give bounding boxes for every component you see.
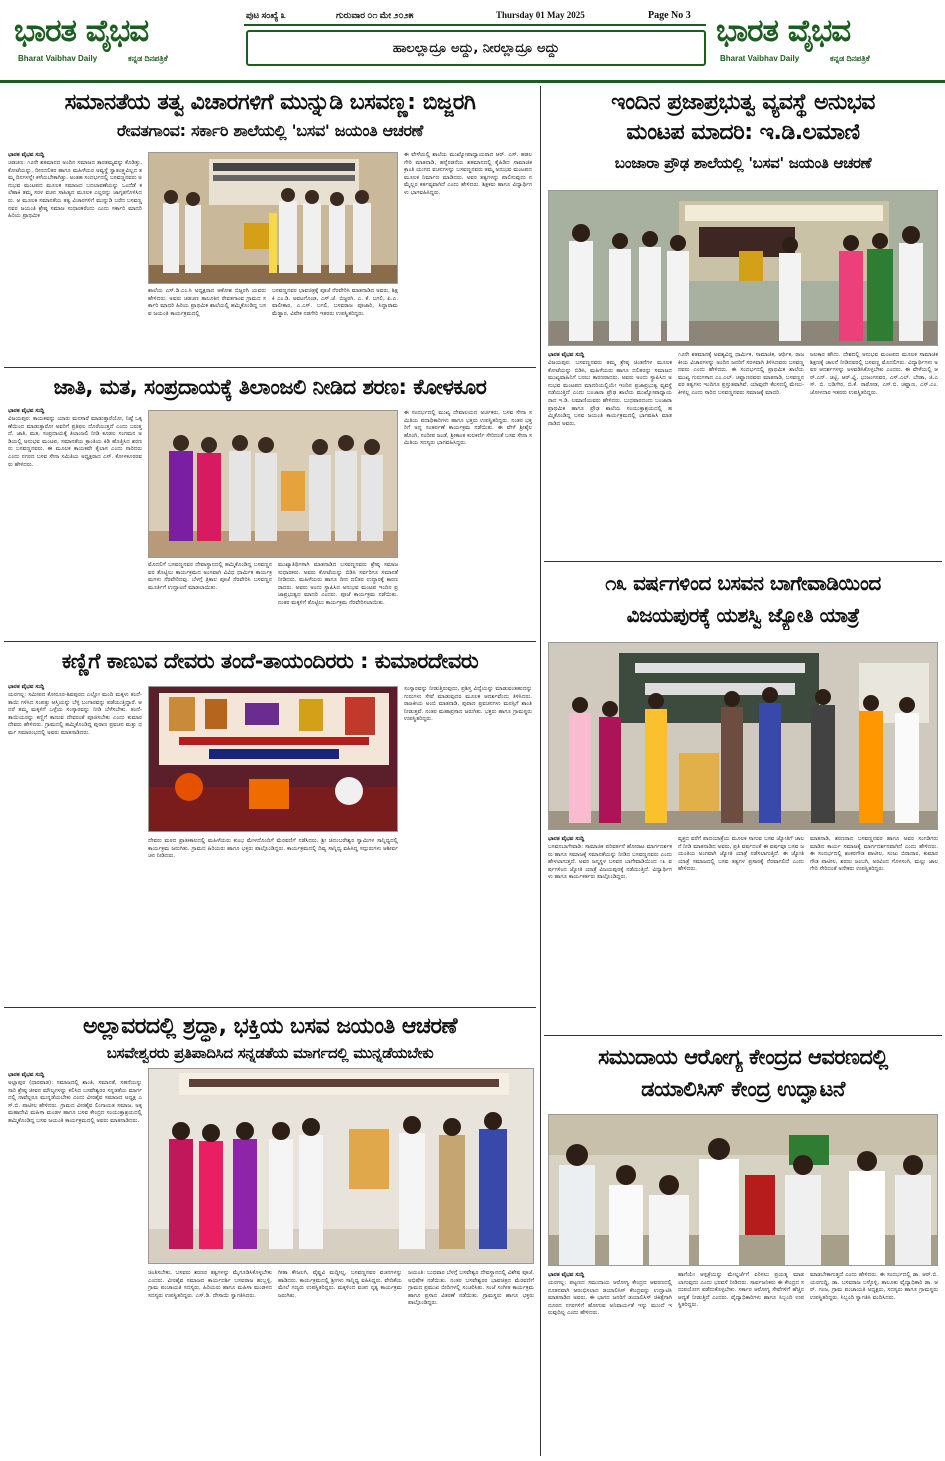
article-5-col1: ಯರಗಲ್ಲ: ಸಮೀಪದ ಕೋರೂರ-ಶಿವಪುರದ ಎಲ್ಲೋ ಮಂದಿ ಮಕ್ಕಳು ತಂದೆ-ತಾಯಿ ಗಳಿಸಿದ ಸಂಪತ್ತು ಆಸ್ತಿಯನ್ನು ಬೆಳ್ಳಿ ಬಂಗಾರವನ್ನು ಪಡೆಯುತ್ತಿದ್ದಾರೆ. ಆದರೆ ತಮ್ಮ ಮಕ್ಕಳಿಗೆ ಒಳ್ಳೆಯ ಸಂಸ್ಕಾರವನ್ನು ನೀಡಿ ಬೆಳೆಸಬೇಕು. ತಂದೆ-ತಾಯಿಯರನ್ನು ಕಣ್ಣಿಗೆ ಕಾಣುವ ದೇವರಂತೆ ಪೂಜಿಸಬೇಕು ಎಂದು ಕುಮಾರದೇವರು ಹೇಳಿದರು. ಗ್ರಾಮದಲ್ಲಿ ಹಮ್ಮಿಕೊಂಡಿದ್ದ ಪುರಾಣ ಪ್ರವಚನ ಮತ್ತು ಧರ್ಮ ಸಮಾರಂಭದಲ್ಲಿ ಅವರು ಮಾತನಾಡಿದರು. — [8, 692, 142, 736]
article-7-headline-line2: ಡಯಾಲಿಸಿಸ್ ಕೇಂದ್ರ ಉದ್ಘಾಟನೆ — [641, 1077, 845, 1101]
divider-3 — [4, 641, 536, 642]
date-english: Thursday 01 May 2025 — [496, 10, 585, 20]
article-1-byline: ಭಾರತ ವೈಭವ ಸುದ್ದಿ — [8, 152, 45, 158]
article-4-headline: ೧೩ ವರ್ಷಗಳಿಂದ ಬಸವನ ಬಾಗೇವಾಡಿಯಿಂದ — [605, 571, 881, 595]
article-2-headline: ಇಂದಿನ ಪ್ರಜಾಪ್ರಭುತ್ವ ವ್ಯವಸ್ಥೆ ಅನುಭವ — [611, 90, 875, 115]
article-7-headline: ಸಮುದಾಯ ಆರೋಗ್ಯ ಕೇಂದ್ರದ ಆವರಣದಲ್ಲಿ — [598, 1045, 888, 1069]
article-4-photo-image — [549, 643, 938, 830]
article-kolakur — [0, 370, 538, 640]
article-2-col3: ಜಲಕಾರ ಹೌದು. ದೇಶದಲ್ಲಿ ಅನುಭವ ಮಂಟಪದ ಮೂಲಕ ಸಾಮಾಜಿಕ ಶಿಕ್ಷಣಕ್ಕೆ ಚಾಲನೆ ನೀಡಿದವರಲ್ಲಿ ಬಸವಣ್ಣ ಮೊದಲಿಗರು. ವಿದ್ಯಾರ್ಥಿಗಳು ಅವರ ಆದರ್ಶಗಳನ್ನು ಅಳವಡಿಸಿಕೊಳ್ಳಬೇಕು ಎಂದರು. ಈ ವೇಳೆಯಲ್ಲಿ ಆರ್.ಎನ್. ಚಟ್ಟಿ, ಆರ್.ವ್ಹಿ. ಭುಜಂಗನವರ, ಎಸ್.ಎಲ್. ಬೇಡಾ, ಜಿ.ಎಸ್. ಬಿ. ಬಡಿಗೇರ, ಬಿ.ಕೆ. ರಾಠೋಡ, ಎಸ್.ಬಿ. ಚವ್ಹಾಣ, ಎಸ್.ಎಂ. ಜೋಳದಾರ ಇತರರು ಉಪಸ್ಥಿತರಿದ್ದರು. — [810, 352, 938, 396]
article-7-col3: ಮಾಡಬೇಕಾಗುತ್ತದೆ ಎಂದು ಹೇಳಿದರು. ಈ ಸಂದರ್ಭದಲ್ಲಿ ಡಾ. ಆರ್.ಬಿ. ಯರಗುದ್ದಿ, ಡಾ. ಬಸವರಾಜ ಬಳ್ಳೊಳ್ಳಿ, ತಾಲೂಕು ವೈದ್ಯಾಧಿಕಾರಿ ಡಾ. ಆರ್. ಗಂಜ, ಗ್ರಾಮ ಪಂಚಾಯತಿ ಅಧ್ಯಕ್ಷರು, ಸದಸ್ಯರು ಹಾಗೂ ಗ್ರಾಮಸ್ಥರು ಉಪಸ್ಥಿತರಿದ್ದರು. ಸಿಬ್ಬಂದಿ ಸ್ವಾಗತಿಸಿ ವಂದಿಸಿದರು. — [810, 1272, 938, 1301]
article-kumaradevaru — [0, 644, 538, 1006]
article-basavanna-equality — [0, 84, 538, 367]
masthead-bottom-rule — [0, 80, 945, 83]
article-5-photo-image — [149, 687, 398, 832]
article-allavara-basava-jayanti — [0, 1010, 538, 1458]
article-6-col1: ಅಲ್ಲಾಪುರ (ಧಾರವಾಡ): ಸಮಾಜದಲ್ಲಿ ಶಾಂತಿ, ಸಮಾನತೆ, ಸಹನೆಯನ್ನು ಸಾರಿ ಶ್ರೇಷ್ಠ ಜೀವನ ಮೌಲ್ಯಗಳನ್ನು ಕಲಿಸಿದ ಬಸವೇಶ್ವರರ ಸನ್ನಡತೆಯ ಮಾರ್ಗದಲ್ಲಿ ನಾವೆಲ್ಲರೂ ಮುನ್ನಡೆಯಬೇಕು ಎಂದು ವೀರಶೈವ ಸಮಾಜದ ಅಧ್ಯಕ್ಷ ಎಸ್.ಬಿ. ಪಾಟೀಲ ಹೇಳಿದರು. ಗ್ರಾಮದ ವೀರಶೈವ ಲಿಂಗಾಯತ ಸಮಾಜ, ಅಕ್ಕ ಮಹಾದೇವಿ ಮಹಿಳಾ ಮಂಡಳ ಹಾಗೂ ಬಸವ ಕೇಂದ್ರದ ಸಂಯುಕ್ತಾಶ್ರಯದಲ್ಲಿ ಹಮ್ಮಿಕೊಂಡಿದ್ದ ಬಸವ ಜಯಂತಿ ಕಾರ್ಯಕ್ರಮದಲ್ಲಿ ಅವರು ಮಾತನಾಡಿದರು. — [8, 1080, 142, 1124]
article-1-photo-image — [149, 153, 398, 284]
meta-rule — [244, 24, 706, 26]
article-3-photo-image — [149, 411, 398, 558]
article-1-col1: ಚಡಚಣ: ೧೨ನೇ ಶತಮಾನದ ಅಂದಿನ ಸಮಾಜದ ತಾರತಮ್ಯವನ್ನು ಕೊಡಿತ್ತು, ಕೋಟೆಯನ್ನು, ದೀನದಲಿತರ ಹಾಗೂ ಮಹಿಳೆಯರ ಅವ್ವಸ್ಥೆ ಸ್ವಾತಂತ್ರ್ಯವಿಲ್ಲದ ತಮ್ಮ ದಿನಗಳನ್ನೇ ಕಳೆಯಬೇಕಾಗಿತ್ತು. ಅಂತಹ ಸಂದರ್ಭದಲ್ಲಿ ಬಸವಣ್ಣನವರು ಅನುಭವ ಮಂಟಪದ ಮೂಲಕ ಸಮಾಜದ ಬದಲಾವಣೆಯನ್ನು ಒಂದೆಡೆ ಕಲೆಹಾಕಿ ತಮ್ಮ ಸರಳ ವಚನ ಸಾಹಿತ್ಯದ ಮೂಲಕ ಎಲ್ಲರನ್ನು ಜಾಗೃತಗೊಳಿಸಿದರು. ಆ ಮೂಲಕ ಸಮಾನತೆಯ ತತ್ವ ವಿಚಾರಗಳಿಗೆ ಮುನ್ನುಡಿ ಬರೆದ ಬಸವಣ್ಣನವರ ಜಯಂತಿ ಶ್ರೇಷ್ಠ ಸಮಾಜ ಸುಧಾರಕರೆಂದು ಎಂದು ಸರ್ಕಾರಿ ಮಾದರಿ ಹಿರಿಯ ಪ್ರಾಥಮಿಕ — [8, 160, 142, 220]
article-7-photo-image — [549, 1115, 938, 1266]
divider-1 — [4, 367, 536, 368]
article-7-col1: ಯರಗಲ್ಲ: ಪಟ್ಟಣದ ಸಮುದಾಯ ಆರೋಗ್ಯ ಕೇಂದ್ರದ ಆವರಣದಲ್ಲಿ ನೂತನವಾಗಿ ಆರಂಭಿಸಲಾದ ಡಯಾಲಿಸಿಸ್ ಕೇಂದ್ರವನ್ನು ಉದ್ಘಾಟಿಸಿ ಮಾತನಾಡಿದ ಅವರು, ಈ ಭಾಗದ ಜನರಿಗೆ ಡಯಾಲಿಸಿಸ್ ಚಿಕಿತ್ಸೆಗಾಗಿ ದೂರದ ನಗರಗಳಿಗೆ ಹೋಗುವ ಅನಿವಾರ್ಯತೆ ಇನ್ನು ಮುಂದೆ ಇರುವುದಿಲ್ಲ ಎಂದು ಹೇಳಿದರು. — [548, 1280, 672, 1317]
masthead-title-left: ಭಾರತ ವೈಭವ — [14, 13, 149, 49]
article-5-photo — [148, 686, 398, 832]
article-1-col3: ಬಸವಣ್ಣನವರ ಭಾವಚಿತ್ರಕ್ಕೆ ಪೂಜೆ ನೆರವೇರಿಸಿ ಮಾತನಾಡಿದ ಅವರು, ಶಿಕ್ಷಕಿ ಎಂ.ಡಿ. ಅವಟಗೊಂಡ, ಎಸ್.ಜೆ. ಬಿಜ್ಜರಗಿ, ಎ. ಕೆ. ಬಗಲಿ, ಪಿ.ಎ. ವಾಲೀಕಾರ, ಎ.ಎಸ್. ಬಗಲಿ, ಬಸವರಾಜ ಪೂಜಾರಿ, ಸಿದ್ದಾರಾಮ ಮೆಡ್ಡಾರ, ವಿವೇಕ ನಡಗೇರಿ ಇತರರು ಉಪಸ್ಥಿತರಿದ್ದರು. — [272, 288, 398, 317]
date-kannada: ಗುರುವಾರ ೦೧ ಮೇ ೨೦೨೫ — [336, 10, 414, 20]
masthead-subtitle-en-left: Bharat Vaibhav Daily — [18, 54, 98, 63]
article-2-byline: ಭಾರತ ವೈಭವ ಸುದ್ದಿ — [548, 352, 585, 358]
masthead-subtitle-kn-left: ಕನ್ನಡ ದಿನಪತ್ರಿಕೆ — [128, 54, 168, 63]
article-ed-lamani — [542, 84, 945, 560]
article-1-subhead: ರೇವತಗಾಂವ: ಸರ್ಕಾರಿ ಶಾಲೆಯಲ್ಲಿ 'ಬಸವ' ಜಯಂತಿ ಆಚರಣೆ — [116, 121, 424, 140]
article-1-col2: ಶಾಲೆಯ ಎಸ್.ಡಿ.ಎಂ.ಸಿ ಅಧ್ಯಕ್ಷರಾದ ಆಕೋಶ ಬಿಜ್ಜರಗಿ ಯವರು ಹೇಳಿದರು. ಅವರು ಚಡಚಣ ತಾಲೂಕಿನ ರೇವತಗಾಂವ ಗ್ರಾಮದ ಸರ್ಕಾರಿ ಮಾದರಿ ಹಿರಿಯ ಪ್ರಾಥಮಿಕ ಶಾಲೆಯಲ್ಲಿ ಹಮ್ಮಿಕೊಂಡಿದ್ದ ಬಸವ ಜಯಂತಿ ಕಾರ್ಯಕ್ರಮದಲ್ಲಿ — [148, 288, 266, 317]
article-2-col1: ವಿಜಯಪುರ: ಬಸವಣ್ಣನವರು ತಮ್ಮ ಶ್ರೇಷ್ಠ ಚಿಂತನೆಗಳ ಮೂಲಕ ಕೋಟೆಯನ್ನು ಬಿಡಿಸಿ, ಮಹಿಳೆಯರು ಹಾಗೂ ದಲಿತರನ್ನು ಸಮಾಜದ ಮುಖ್ಯವಾಹಿನಿಗೆ ಬರಲು ಕಾರಣರಾದರು. ಅವರು ಅಂದು ಸ್ಥಾಪಿಸಿದ ಅನುಭವ ಮಂಟಪದ ಮಾದರಿಯಲ್ಲಿಯೇ ಇಂದಿನ ಪ್ರಜಾಪ್ರಭುತ್ವ ವ್ಯವಸ್ಥೆ ನಡೆಯುತ್ತಿದೆ ಎಂದು ಬಂಜಾರಾ ಪ್ರೌಢ ಶಾಲೆಯ ಮುಖ್ಯೋಪಾಧ್ಯಾಯರಾದ ಇ.ಡಿ. ಲಮಾಣಿಯವರು ಹೇಳಿದರು. ಬುಧವಾರದಂದು ಬಂಜಾರಾ ಪ್ರಾಥಮಿಕ ಹಾಗೂ ಪ್ರೌಢ ಶಾಲೆಯ ಸಂಯುಕ್ತಾಶ್ರಯದಲ್ಲಿ ಹಮ್ಮಿಕೊಂಡಿದ್ದ ಬಸವ ಜಯಂತಿ ಕಾರ್ಯಕ್ರಮದಲ್ಲಿ ಭಾಗವಹಿಸಿ ಮಾತನಾಡಿದ ಅವರು, — [548, 360, 672, 427]
article-1-headline: ಸಮಾನತೆಯ ತತ್ವ ವಿಚಾರಗಳಿಗೆ ಮುನ್ನುಡಿ ಬಸವಣ್ಣ: ಬಿಜ್ಜರಗಿ — [64, 90, 476, 115]
article-6-photo-image — [149, 1069, 534, 1264]
article-7-byline: ಭಾರತ ವೈಭವ ಸುದ್ದಿ — [548, 1272, 585, 1278]
article-3-col3: ಮುಖ್ಯಾತಿಥಿಗಳಾಗಿ ಮಾತನಾಡಿದ ಬಸವಣ್ಣನವರು ಶ್ರೇಷ್ಠ ಸಮಾಜ ಸುಧಾರಕರು. ಅವರು ಕೋಟೆಯನ್ನು ಬಿಡಿಸಿ ಸರ್ವರಿಗೂ ಸಮಾನತೆ ನೀಡಿದರು. ಮಹಿಳೆಯರು ಹಾಗೂ ದೀನ ದಲಿತರ ಉದ್ಧಾರಕ್ಕೆ ಕಾರಣರಾದರು. ಅವರು ಅಂದು ಸ್ಥಾಪಿಸಿದ ಅನುಭವ ಮಂಟಪ ಇಂದಿನ ಪ್ರಜಾಪ್ರಭುತ್ವದ ಮಾದರಿ ಎಂದರು. ಪೂಜೆ ಕಾರ್ಯಕ್ರಮ ನಡೆಯಿತು. ನಂತರ ಮಕ್ಕಳಿಗೆ ತೊಟ್ಟಿಲು ಕಾರ್ಯಕ್ರಮ ನೆರವೇರಿಸಲಾಯಿತು. — [278, 562, 398, 606]
article-4-byline: ಭಾರತ ವೈಭವ ಸುದ್ದಿ — [548, 836, 585, 842]
article-4-headline-line2: ವಿಜಯಪುರಕ್ಕೆ ಯಶಸ್ವಿ ಜ್ಯೋತಿ ಯಾತ್ರೆ — [626, 603, 860, 627]
article-6-byline: ಭಾರತ ವೈಭವ ಸುದ್ದಿ — [8, 1072, 45, 1078]
article-2-subhead: ಬಂಜಾರಾ ಪ್ರೌಢ ಶಾಲೆಯಲ್ಲಿ 'ಬಸವ' ಜಯಂತಿ ಆಚರಣೆ — [614, 154, 872, 172]
article-6-headline: ಅಲ್ಲಾವರದಲ್ಲಿ ಶ್ರದ್ಧಾ, ಭಕ್ತಿಯ ಬಸವ ಜಯಂತಿ ಆಚರಣೆ — [82, 1014, 458, 1039]
tagline: ಹಾಲಲ್ಲಾದ್ರೂ ಅದ್ದು, ನೀರಲ್ಲಾದ್ರೂ ಅದ್ದು — [246, 30, 706, 66]
issue-number: ಪುಟ ಸಂಖ್ಯೆ ೩ — [246, 10, 286, 20]
article-1-col4: ಈ ವೇಳೆಯಲ್ಲಿ ಶಾಲೆಯ ಮುಖ್ಯೋಪಾಧ್ಯಾಯರಾದ ಆರ್. ಎಸ್. ಹಡಲಗೇರಿ ಮಾತನಾಡಿ, ಹನ್ನೆರಡನೆಯ ಶತಮಾನದಲ್ಲಿ ಕೈಹಿಡಿದ ಸಾಮಾಜಿಕ ಕ್ರಾಂತಿ ಯುಗದ ವಚನಗಳನ್ನು ಬಸವಣ್ಣನವರು ತಮ್ಮ ಅನುಭವ ಮಂಟಪದ ಮೂಲಕ ನಿರ್ಮಾಣ ಮಾಡಿದರು. ಅವರ ತತ್ವಗಳನ್ನು ಪಾಲಿಸುವುದು ನಮ್ಮೆಲ್ಲರ ಕರ್ತವ್ಯವಾಗಿದೆ ಎಂದು ಹೇಳಿದರು. ಶಿಕ್ಷಕರು ಹಾಗೂ ವಿದ್ಯಾರ್ಥಿಗಳು ಭಾಗವಹಿಸಿದ್ದರು. — [404, 152, 532, 196]
article-3-photo — [148, 410, 398, 558]
article-6-col4: ಜಯಂತಿ: ಬುಧವಾರ ಬೆಳಗ್ಗೆ ಬಸವೇಶ್ವರ ದೇವಸ್ಥಾನದಲ್ಲಿ ವಿಶೇಷ ಪೂಜೆ, ಅಭಿಷೇಕ ನಡೆಯಿತು. ನಂತರ ಬಸವೇಶ್ವರರ ಭಾವಚಿತ್ರದ ಮೆರವಣಿಗೆ ಗ್ರಾಮದ ಪ್ರಮುಖ ಬೀದಿಗಳಲ್ಲಿ ಸಂಚರಿಸಿತು. ಸಂಜೆ ಸಂಗೀತ ಕಾರ್ಯಕ್ರಮ ಹಾಗೂ ಪ್ರಸಾದ ವಿತರಣೆ ನಡೆಯಿತು. ಗ್ರಾಮಸ್ಥರು ಹಾಗೂ ಭಕ್ತರು ಪಾಲ್ಗೊಂಡಿದ್ದರು. — [408, 1270, 534, 1307]
article-5-byline: ಭಾರತ ವೈಭವ ಸುದ್ದಿ — [8, 684, 45, 690]
article-3-col4: ಈ ಸಂದರ್ಭದಲ್ಲಿ ಮುಖ್ಯ ದೇವಾಲಯದ ಅರ್ಚಕರು, ಬಸವ ಸೇನಾ ಸಮಿತಿಯ ಪದಾಧಿಕಾರಿಗಳು ಹಾಗೂ ಭಕ್ತರು ಉಪಸ್ಥಿತರಿದ್ದರು. ನಂತರ ಭಕ್ತರಿಗೆ ಅನ್ನ ಸಂತರ್ಪಣೆ ಕಾರ್ಯಕ್ರಮ ನಡೆಯಿತು. ಈ ವೇಳೆ ಶ್ರೀಶೈಲ ಹೊಂಗಿ, ಸಂದೀಪ ಜಂಡೆ, ಶ್ರೀಕಾಂತ ಕುಲಕರ್ಣಿ ಸೇರಿದಂತೆ ಬಸವ ಸೇನಾ ಸಮಿತಿಯ ಸದಸ್ಯರು ಭಾಗವಹಿಸಿದ್ದರು. — [404, 410, 532, 447]
divider-5 — [4, 1007, 536, 1008]
article-4-col1: ಬಸವನಬಾಗೇವಾಡಿ: ಸಾಮಾಜಿಕ ಪರಿವರ್ತನೆ ಹೋರಾಟ ಮಾರ್ಗದರ್ಶಕರು ಹಾಗೂ ಸಮಾಜಕ್ಕೆ ಸಮಾನತೆಯನ್ನು ನೀಡಿದ ಬಸವಣ್ಣನವರು ಎಂದು ಹೇಳಲಾಗುತ್ತದೆ. ಅವರ ಜನ್ಮಸ್ಥಳ ಬಸವನ ಬಾಗೇವಾಡಿಯಿಂದ ೧೩ ವರ್ಷಗಳಿಂದ ಜ್ಯೋತಿ ಯಾತ್ರೆ ವಿಜಯಪುರಕ್ಕೆ ನಡೆಯುತ್ತಿದೆ. ವಿದ್ಯಾರ್ಥಿಗಳು ಹಾಗೂ ಕಾರ್ಯಕರ್ತರು ಪಾಲ್ಗೊಂಡಿದ್ದರು. — [548, 844, 672, 881]
article-5-headline: ಕಣ್ಣಿಗೆ ಕಾಣುವ ದೇವರು ತಂದೆ-ತಾಯಂದಿರರು : ಕುಮಾರದೇವರು — [61, 649, 479, 673]
masthead-title-right: ಭಾರತ ವೈಭವ — [716, 13, 851, 49]
article-4-photo — [548, 642, 938, 830]
masthead-subtitle-kn-right: ಕನ್ನಡ ದಿನಪತ್ರಿಕೆ — [830, 54, 870, 63]
article-6-photo — [148, 1068, 534, 1264]
article-2-photo-image — [549, 191, 938, 346]
masthead — [0, 0, 945, 90]
article-6-col2: ಚಿಂತಿಸಬೇಕು, ಬಸವರು ಶರಣರ ತತ್ವಗಳನ್ನು ಮೈಗೂಡಿಸಿಕೊಳ್ಳಬೇಕು ಎಂದರು. ವೀರಶೈವ ಸಮಾಜದ ಕಾರ್ಯದರ್ಶಿ ಬಸವರಾಜ ಹುಬ್ಬಳ್ಳಿ, ಗ್ರಾಮ ಪಂಚಾಯತಿ ಸದಸ್ಯರು, ಹಿರಿಯರು ಹಾಗೂ ಮಹಿಳಾ ಮಂಡಳದ ಸದಸ್ಯರು ಉಪಸ್ಥಿತರಿದ್ದರು. ಎಸ್.ಡಿ. ದೇಸಾಯಿ ಸ್ವಾಗತಿಸಿದರು. — [148, 1270, 272, 1299]
article-3-col2: ಮೊದಲಿಗೆ ಬಸವಣ್ಣನವರ ದೇವಾಸ್ಥಾನದಲ್ಲಿ ಹಮ್ಮಿಕೊಂಡಿದ್ದ ಬಸವಣ್ಣನವರ ತೊಟ್ಟಿಲು ಕಾರ್ಯಕ್ರಮದ ಅಂಗವಾಗಿ ವಿವಿಧ ಧಾರ್ಮಿಕ ಕಾರ್ಯಕ್ರಮಗಳು ನೆರವೇರಿದವು. ಬೆಳಗ್ಗೆ ತ್ರಿಕಾಲ ಪೂಜೆ ನೆರವೇರಿಸಿ ಬಸವಣ್ಣನ ಮೂರ್ತಿಗೆ ಉದ್ಘಾಟನೆ ಮಾಡಲಾಯಿತು. — [148, 562, 272, 591]
article-3-col1: ವಿಜಯಪುರ: ಕಾಯಕವನ್ನು ಯಾರು ಮನಸಾರೆ ಮಾಡುತ್ತಾರೆಯೋ, ನಿಷ್ಠೆ ಒಕ್ಕಣೆಯಿಂದ ಮಾಡುತ್ತಾರೋ ಅವರಿಗೆ ಪ್ರತಿಫಲ ದೊರೆಯುತ್ತದೆ ಎಂದು ಬರುತ್ತದೆ. ಜಾತಿ, ಮತ, ಸಂಪ್ರದಾಯಕ್ಕೆ ತಿಲಾಂಜಲಿ ನೀಡಿ ಕೂಡಲ ಸಂಗಮನ ಅಡಿಯಲ್ಲಿ ಅನುಭವ ಮಂಟಪ, ಸಮಾನತೆಯ ಕ್ರಾಂತಿಯ ಕಿಡಿ ಹೊತ್ತಿಸಿದ ಶರಣರು ಬಸವಣ್ಣನವರು. ಈ ಮೂಲಕ ಕಾಯಕವೇ ಕೈಲಾಸ ಎಂದು ಸಾರಿದರು ಎಂದು ನಗರದ ಬಸವ ಸೇನಾ ಸಮಿತಿಯ ಅಧ್ಯಕ್ಷರಾದ ಎಸ್. ಕೋಳಕೂರರವರು ಹೇಳಿದರು. — [8, 416, 142, 468]
article-2-headline-line2: ಮಂಟಪ ಮಾದರಿ: ಇ.ಡಿ.ಲಮಾಣಿ — [626, 120, 860, 145]
article-1-photo — [148, 152, 398, 284]
article-dialysis-centre — [542, 1038, 945, 1458]
article-5-col3: ಸಂಸ್ಕಾರವನ್ನು ನೀಡುತ್ತಿರುವುದು, ಪ್ರಶಿಸ್ತ ವಿದ್ಯೆಯನ್ನು ಮಾಡುವಂತಹುದನ್ನು ಗುರುಗಳು ಸೇವೆ ಮಾಡುವುದರ ಮೂಲಕ ಆದರ್ಶವೆಂದು ತಿಳಿಸಿದರು. ರಾಜಕೀಯ ಅಂಬಿ ಮಾತನಾಡಿ, ಪುರಾಣ ಪ್ರವಚನಗಳು ಮನಸ್ಸಿಗೆ ಶಾಂತಿ ನೀಡುತ್ತವೆ. ನಂತರ ಮಹಾಪ್ರಸಾದ ಜರುಗಿತು. ಭಕ್ತರು ಹಾಗೂ ಗ್ರಾಮಸ್ಥರು ಉಪಸ್ಥಿತರಿದ್ದರು. — [404, 686, 532, 723]
article-5-col2: ದೇವರು ಮಠದ ಪ್ರಾತಃಕಾಲದಲ್ಲಿ ಮಹಿಳೆಯರು ಕುಂಭ ಮೇಳದೊಂದಿಗೆ ಮೆರವಣಿಗೆ ನಡೆಸಿದರು. ಶ್ರೀ ಚಿದಂಬರೇಶ್ವರ ಸ್ವಾಮಿಗಳ ಸಾನ್ನಿಧ್ಯದಲ್ಲಿ ಕಾರ್ಯಕ್ರಮ ಜರುಗಿತು. ಗ್ರಾಮದ ಹಿರಿಯರು ಹಾಗೂ ಭಕ್ತರು ಪಾಲ್ಗೊಂಡಿದ್ದರು. ಕಾರ್ಯಕ್ರಮದಲ್ಲಿ ದಿವ್ಯ ಸಾನ್ನಿಧ್ಯ ವಹಿಸಿದ್ದ ಸದ್ಗುರುಗಳು ಆಶೀರ್ವಚನ ನೀಡಿದರು. — [148, 838, 398, 860]
article-7-col2: ಹಾಗೆಯೇ ಆಸ್ಪತ್ರೆಯನ್ನು ಮೇಲ್ದರ್ಜೆಗೆ ಏರಿಸಲು ಪ್ರಯತ್ನ ಮಾಡಲಾಗುವುದು ಎಂದು ಭರವಸೆ ನೀಡಿದರು. ಸಾರ್ವಜನಿಕರು ಈ ಕೇಂದ್ರದ ಸದುಪಯೋಗ ಪಡೆದುಕೊಳ್ಳಬೇಕು. ಸರ್ಕಾರ ಆರೋಗ್ಯ ಸೇವೆಗಳಿಗೆ ಹೆಚ್ಚಿನ ಆದ್ಯತೆ ನೀಡುತ್ತಿದೆ ಎಂದರು. ವೈದ್ಯಾಧಿಕಾರಿಗಳು ಹಾಗೂ ಸಿಬ್ಬಂದಿ ಉಪಸ್ಥಿತರಿದ್ದರು. — [678, 1272, 804, 1309]
article-6-col3: ಗೀತಾ ಕೌಜಲಗಿ, ವೈಷ್ಣವಿ ಮದ್ದೀಲ್ಲ, ಬಸವಣ್ಣನವರ ವಚನಗಳನ್ನು ಹಾಡಿದರು. ಕಾರ್ಯಕ್ರಮದಲ್ಲಿ ಶ್ರೀಗಳು ಸಾನ್ನಿಧ್ಯ ವಹಿಸಿದ್ದರು. ವೇದಿಕೆಯ ಮೇಲೆ ಗಣ್ಯರು ಉಪಸ್ಥಿತರಿದ್ದರು. ಮಕ್ಕಳಿಂದ ವಚನ ನೃತ್ಯ ಕಾರ್ಯಕ್ರಮ ಜರುಗಿತು. — [278, 1270, 402, 1299]
article-7-photo — [548, 1114, 938, 1266]
column-divider — [540, 86, 541, 1456]
article-2-photo — [548, 190, 938, 346]
article-3-byline: ಭಾರತ ವೈಭವ ಸುದ್ದಿ — [8, 408, 45, 414]
page-number: Page No 3 — [648, 10, 691, 21]
article-6-subhead: ಬಸವೇಶ್ವರರು ಪ್ರತಿಪಾದಿಸಿದ ಸನ್ನಡತೆಯ ಮಾರ್ಗದಲ್ಲಿ ಮುನ್ನಡೆಯಬೇಕು — [106, 1044, 434, 1062]
article-4-col2: ವ್ಯಕ್ತದ ವರೆಗೆ ಪಾದಯಾತ್ರೆಯ ಮೂಲಕ ಸಾಗುವ ಬಸವ ಜ್ಯೋತಿಗೆ ಚಾಲನೆ ನೀಡಿ ಮಾತನಾಡಿದ ಅವರು, ಪ್ರತಿ ವರ್ಷದಂತೆ ಈ ವರ್ಷವೂ ಬಸವ ಜಯಂತಿಯ ಅಂಗವಾಗಿ ಜ್ಯೋತಿ ಯಾತ್ರೆ ನಡೆಸಲಾಗುತ್ತಿದೆ. ಈ ಜ್ಯೋತಿ ಯಾತ್ರೆ ಸಮಾಜದಲ್ಲಿ ಬಸವ ತತ್ವಗಳ ಪ್ರಸಾರಕ್ಕೆ ನೆರವಾಗಲಿದೆ ಎಂದು ಹೇಳಿದರು. — [678, 836, 804, 873]
divider-2 — [544, 561, 942, 562]
article-3-headline: ಜಾತಿ, ಮತ, ಸಂಪ್ರದಾಯಕ್ಕೆ ತಿಲಾಂಜಲಿ ನೀಡಿದ ಶರಣ: ಕೋಳಕೂರ — [53, 375, 487, 399]
divider-4 — [544, 1035, 942, 1036]
masthead-subtitle-en-right: Bharat Vaibhav Daily — [720, 54, 800, 63]
article-4-col3: ಮಾತನಾಡಿ, ಶರಣರಾದ ಬಸವಣ್ಣನವರ ಹಾಗೂ ಅವರ ಸಂಗಡಿಗರು ಮಾಡಿದ ಕಾರ್ಯ ಸಮಾಜಕ್ಕೆ ಮಾರ್ಗದರ್ಶನವಾಗಿದೆ ಎಂದು ಹೇಳಿದರು. ಈ ಸಂದರ್ಭದಲ್ಲಿ ಶಂಕರಗೌಡ ಪಾಟೀಲ, ಸಂಜು ಬಿರಾದಾರ, ಕುಮಾರಗೌಡ ಪಾಟೀಲ, ಶರಣು ಜಂಬಗಿ, ಅರವಿಂದ ಗೊಳಸಂಗಿ, ಮಲ್ಲು ಜಾಲಗೇರಿ ಸೇರಿದಂತೆ ಅನೇಕರು ಉಪಸ್ಥಿತರಿದ್ದರು. — [810, 836, 938, 873]
article-jyothi-yatra — [542, 564, 945, 1034]
article-2-col2: ೧೨ನೇ ಶತಮಾನಕ್ಕೆ ಅವಶ್ಯವಿದ್ದ ಧಾರ್ಮಿಕ, ಸಾಮಾಜಿಕ, ಆರ್ಥಿಕ, ರಾಜಕೀಯ ವಿಚಾರಗಳನ್ನು ಅಂದಿನ ಜನರಿಗೆ ಸರಳವಾಗಿ ತಿಳಿಸಿದವರು ಬಸವಣ್ಣನವರು ಎಂದು ಹೇಳಿದರು. ಈ ಸಂದರ್ಭದಲ್ಲಿ ಪ್ರಾಥಮಿಕ ಶಾಲೆಯ ಮುಖ್ಯ ಗುರುಗಳಾದ ಎಂ.ಎಲ್. ಚವ್ಹಾಣರವರು ಮಾತನಾಡಿ, ಬಸವಣ್ಣನವರ ತತ್ವಗಳು ಇಂದಿಗೂ ಪ್ರಸ್ತುತವಾಗಿವೆ. ಯಾವುದೇ ಕೆಲಸದಲ್ಲಿ ಮೇಲು-ಕೀಳಿಲ್ಲ ಎಂದು ಸಾರಿದ ಬಸವಣ್ಣನವರು ಸಮಾಜಕ್ಕೆ ಮಾದರಿ. — [678, 352, 804, 396]
